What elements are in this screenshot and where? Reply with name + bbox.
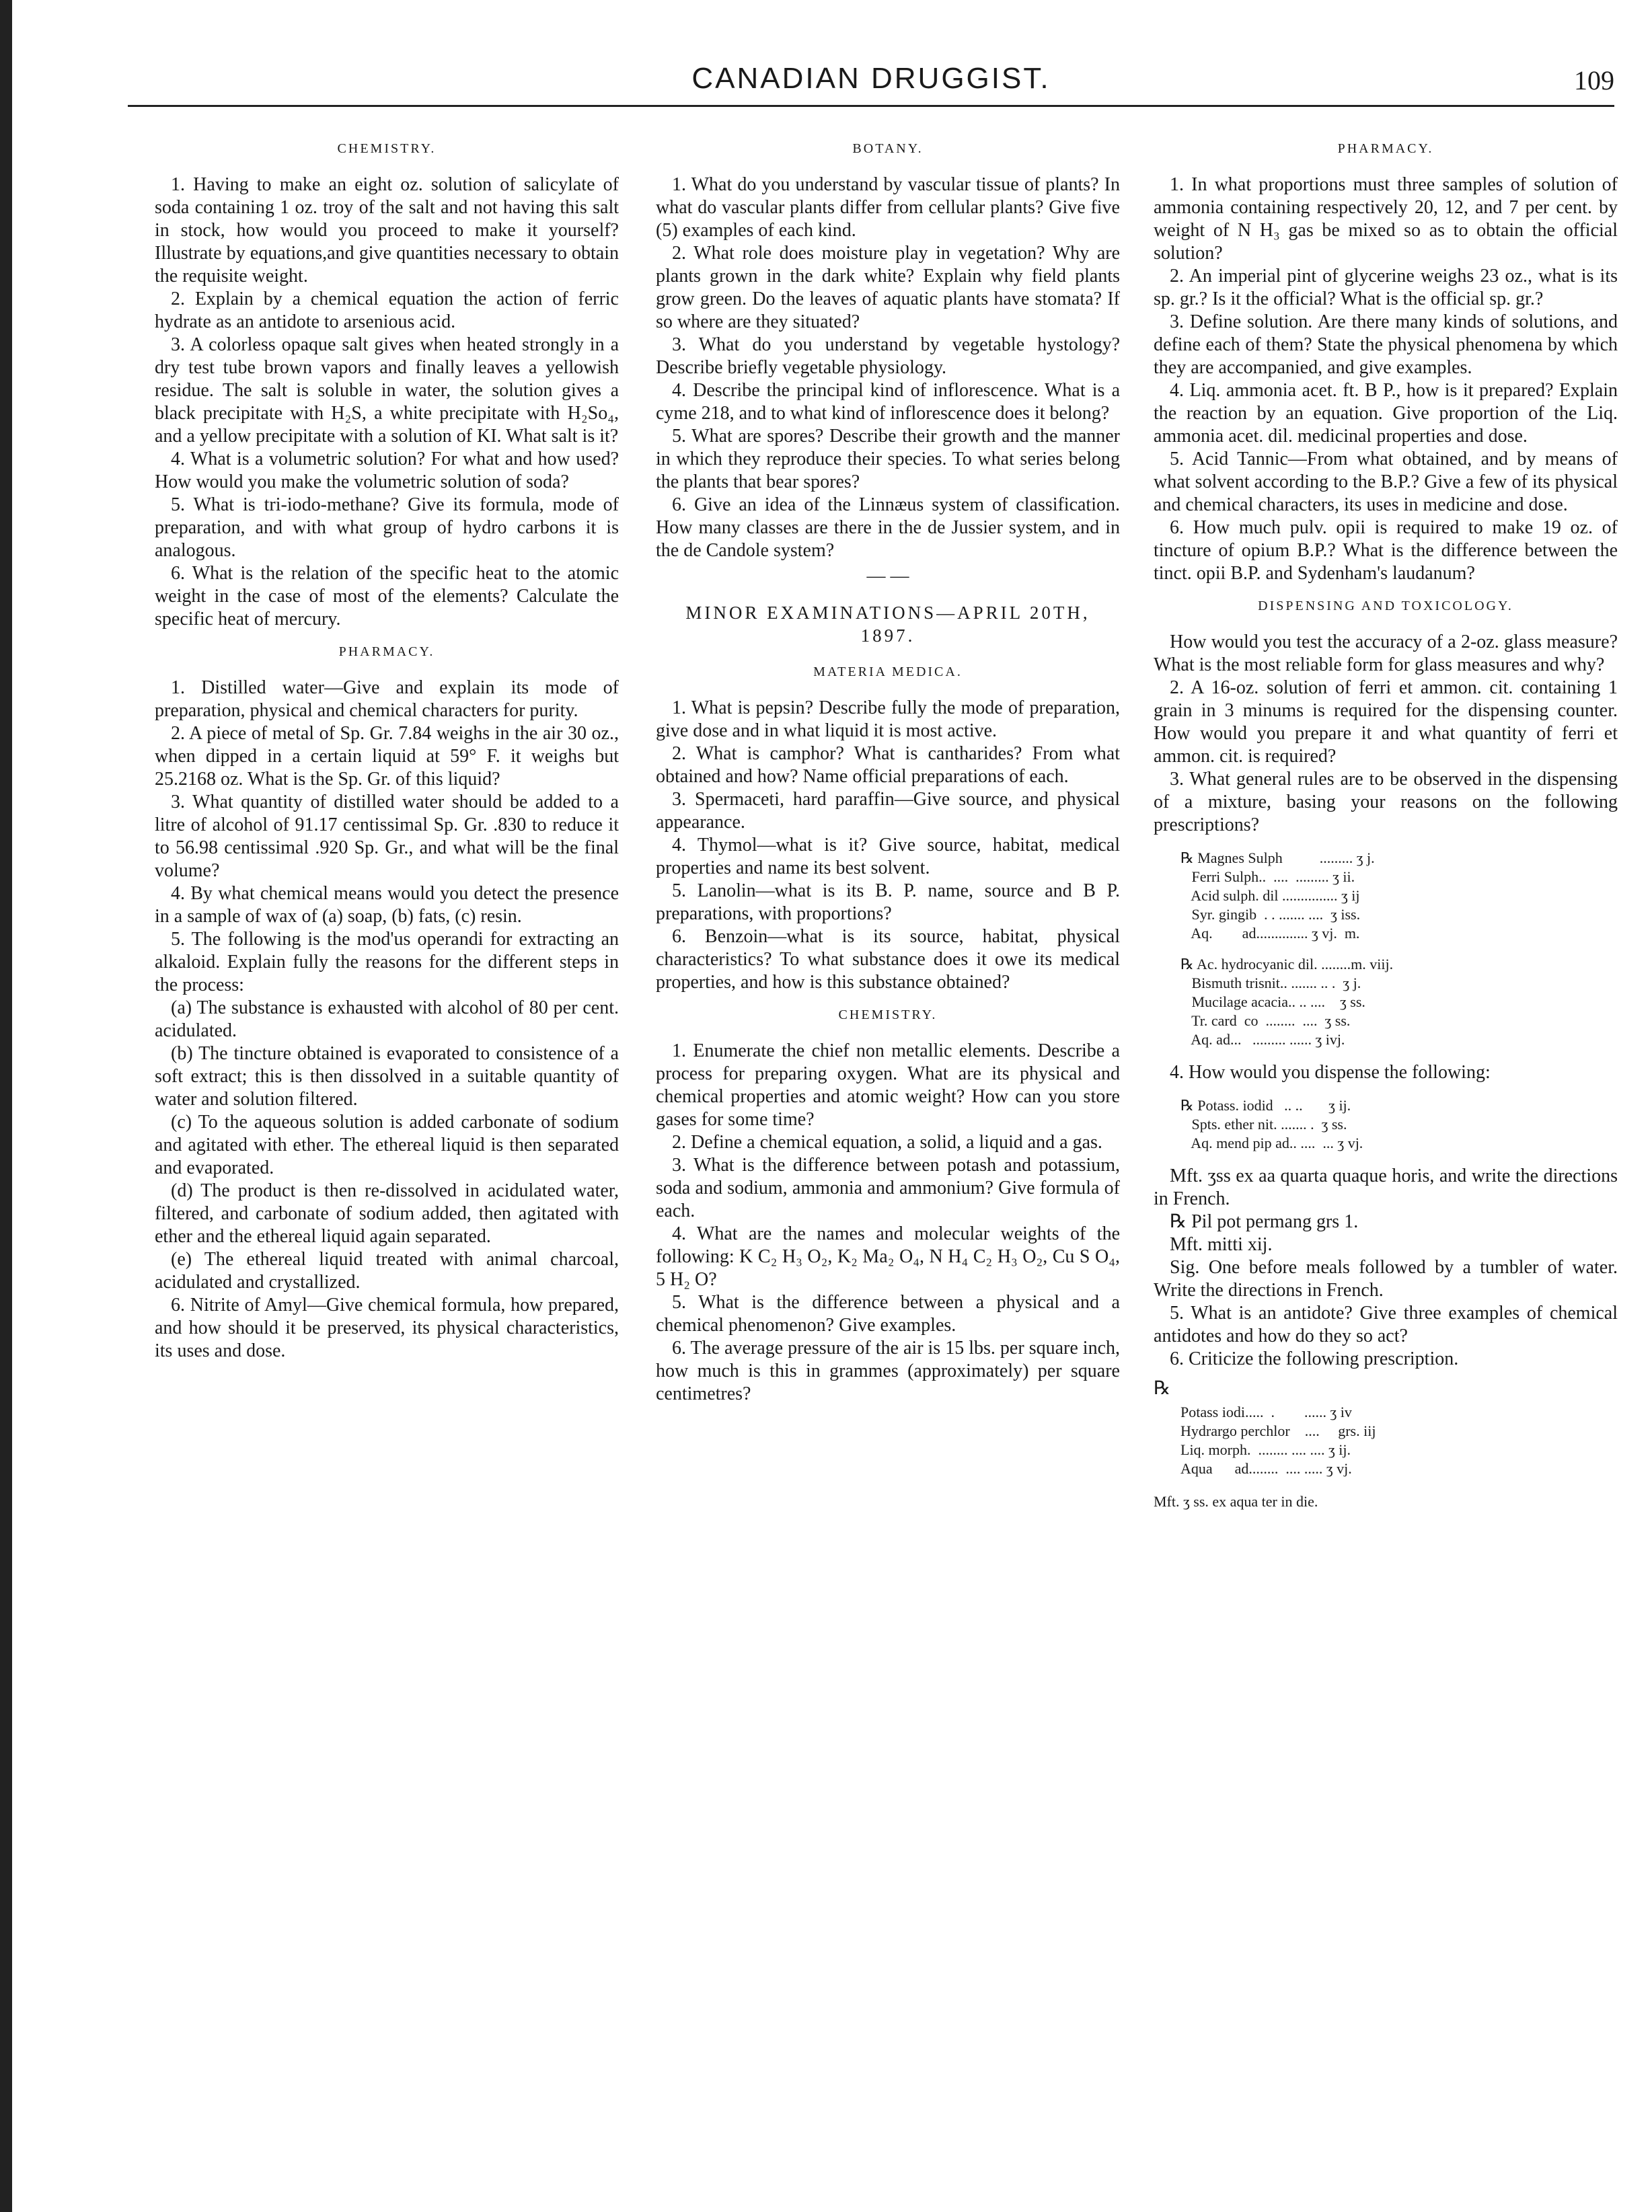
question: 3. What is the difference between potash and potassium, soda and sodium, ammonia and ammonium? Give formula of each. xyxy=(656,1155,1120,1221)
question: How would you test the accuracy of a 2-oz. glass measure? What is the most reliable form for glass measures and why? xyxy=(1154,632,1618,675)
prescription-line: Potass iodi..... . ...... ʒ iv xyxy=(1180,1404,1352,1420)
question-text: Sig. One before meals followed by a tumbler of water. Write the directions in French. xyxy=(1154,1257,1618,1301)
question: 2. A 16-oz. solution of ferri et ammon. cit. containing 1 grain in 3 minums is required for the dispensing counter. How would you prepare it and what quantity of ferri et ammon. cit. is required? xyxy=(1154,677,1618,767)
question: 4. By what chemical means would you detect the presence in a sample of wax of (a) soap, (b) fats, (c) resin. xyxy=(155,883,619,927)
question: 3. Spermaceti, hard paraffin—Give source, and physical appearance. xyxy=(656,789,1120,833)
page-edge-shadow xyxy=(0,0,12,2212)
prescription-line: Hydrargo perchlor .... grs. iij xyxy=(1180,1422,1376,1439)
section-heading-botany: BOTANY. xyxy=(852,141,924,156)
question: 6. The average pressure of the air is 15 lbs. per square inch, how much is this in grammes (approximately) per square centimetres? xyxy=(656,1338,1120,1404)
question: 5. What are spores? Describe their growth and the manner in which they reproduce their species. To what series belong the plants that bear spores? xyxy=(656,426,1120,492)
question: 6. Criticize the following prescription. xyxy=(1170,1348,1459,1369)
question: 2. What role does moisture play in vegetation? Why are plants grown in the dark white? Explain why field plants grow green. Do the leaves of aquatic plants have stomata? If so where are they situated? xyxy=(656,243,1120,332)
question: 3. What general rules are to be observed in the dispensing of a mixture, basing your reasons on the following prescriptions? xyxy=(1154,769,1618,835)
question: 6. What is the relation of the specific heat to the atomic weight in the case of most of the elements? Calculate the specific heat of mercury. xyxy=(155,563,619,630)
question: 4. What are the names and molecular weights of the following: K C₂ H₃ O₂, K₂ Ma₂ O₄, N H₄ C₂ H₃ O₂, Cu S O₄, 5 H₂ O? xyxy=(656,1223,1120,1290)
question: 3. Define solution. Are there many kinds of solutions, and define each of them? State the physical phenomena by which they are accompanied, and give examples. xyxy=(1154,311,1618,378)
page-header xyxy=(128,55,1614,109)
prescription-line: ℞ Ac. hydrocyanic dil. ........m. viij. xyxy=(1180,956,1394,972)
prescription-line: ℞ Magnes Sulph ......... ʒ j. xyxy=(1180,849,1375,866)
question: 4. Describe the principal kind of inflorescence. What is a cyme 218, and to what kind of inflorescence does it belong? xyxy=(656,380,1120,424)
prescription-symbol: ℞ xyxy=(1154,1378,1171,1399)
question: 4. Thymol—what is it? Give source, habitat, medical properties and name its best solvent. xyxy=(656,835,1120,878)
question: 4. What is a volumetric solution? For what and how used? How would you make the volumetric solution of soda? xyxy=(155,449,619,492)
question: 6. Benzoin—what is its source, habitat, physical characteristics? To what substance does it owe its medical properties, and how is this substance obtained? xyxy=(656,926,1120,993)
prescription-line: Aq. ad... ......... ...... ʒ ivj. xyxy=(1180,1031,1345,1048)
question: 2. Explain by a chemical equation the action of ferric hydrate as an antidote to arsenious acid. xyxy=(155,289,619,332)
prescription-line: Bismuth trisnit.. ....... .. . ʒ j. xyxy=(1180,975,1361,991)
question: 5. Acid Tannic—From what obtained, and by means of what solvent according to the B.P.? Give a few of its physical and chemical characters, its uses in medicine and dose. xyxy=(1154,449,1618,515)
question-text: ℞ Pil pot permang grs 1. xyxy=(1170,1211,1359,1232)
question-text: Mft. mitti xij. xyxy=(1170,1234,1273,1255)
question: 5. The following is the mod'us operandi for extracting an alkaloid. Explain fully the reasons for the different steps in the process: xyxy=(155,929,619,995)
question: 1. What do you understand by vascular tissue of plants? In what do vascular plants differ from cellular plants? Give five (5) examples of each kind. xyxy=(656,174,1120,241)
question: 5. What is tri-iodo-methane? Give its formula, mode of preparation, and with what group of hydro carbons it is analogous. xyxy=(155,494,619,561)
section-heading-chemistry: CHEMISTRY. xyxy=(838,1007,938,1022)
prescription-line: Acid sulph. dil ............... ʒ ij xyxy=(1180,887,1360,904)
prescription-2 xyxy=(1180,955,1618,1049)
question: 5. What is the difference between a physical and a chemical phenomenon? Give examples. xyxy=(656,1292,1120,1336)
header-rule xyxy=(128,105,1614,107)
prescription-signature: Mft. ʒ ss. ex aqua ter in die. xyxy=(1154,1493,1318,1510)
section-heading-materia-medica: MATERIA MEDICA. xyxy=(813,664,963,679)
question: 2. What is camphor? What is cantharides? From what obtained and how? Name official preparations of each. xyxy=(656,743,1120,787)
column-middle xyxy=(656,128,1120,1406)
question: 6. Nitrite of Amyl—Give chemical formula, how prepared, and how should it be preserved, its physical characteristics, its uses and dose. xyxy=(155,1295,619,1361)
column-right xyxy=(1154,128,1618,1513)
prescription-line: Syr. gingib . . ....... .... ʒ iss. xyxy=(1180,906,1361,923)
section-heading-pharmacy: PHARMACY. xyxy=(338,644,435,659)
prescription-line: Mucilage acacia.. .. .... ʒ ss. xyxy=(1180,993,1365,1010)
prescription-3 xyxy=(1180,1096,1618,1153)
question: 2. Define a chemical equation, a solid, a liquid and a gas. xyxy=(672,1132,1102,1153)
question: 1. Having to make an eight oz. solution of salicylate of soda containing 1 oz. troy of the salt and not having this salt in stock, how would you proceed to make it yourself? Illustrate by equations,and give quantities necessary to obtain the requisite weight. xyxy=(155,174,619,287)
prescription-line: Aq. ad.............. ʒ vj. m. xyxy=(1180,925,1360,942)
question: 2. A piece of metal of Sp. Gr. 7.84 weighs in the air 30 oz., when dipped in a certain liquid at 59° F. it weighs but 25.2168 oz. What is the Sp. Gr. of this liquid? xyxy=(155,723,619,790)
prescription-line: Aqua ad........ .... ..... ʒ vj. xyxy=(1180,1460,1352,1477)
question: 1. In what proportions must three samples of solution of ammonia containing respectively 20, 12, and 7 per cent. by weight of N H₃ gas be mixed so as to obtain the official solution? xyxy=(1154,174,1618,264)
question-step: (c) To the aqueous solution is added carbonate of sodium and agitated with ether. The ethereal liquid is then separated and evaporated. xyxy=(155,1112,619,1178)
prescription-line: Spts. ether nit. ....... . ʒ ss. xyxy=(1180,1116,1347,1133)
question-step: (d) The product is then re-dissolved in acidulated water, filtered, and carbonate of sodium added, then agitated with ether and the ethereal liquid again separated. xyxy=(155,1180,619,1247)
question: 4. Liq. ammonia acet. ft. B P., how is it prepared? Explain the reaction by an equation. Give proportion of the Liq. ammonia acet. dil. medicinal properties and dose. xyxy=(1154,380,1618,447)
question-step: (b) The tincture obtained is evaporated to consistence of a soft extract; this is then dissolved in a suitable quantity of water and solution filtered. xyxy=(155,1043,619,1110)
prescription-4 xyxy=(1180,1403,1618,1478)
question-step: (a) The substance is exhausted with alcohol of 80 per cent. acidulated. xyxy=(155,997,619,1041)
prescription-line: Tr. card co ........ .... ʒ ss. xyxy=(1180,1012,1351,1029)
question: 1. Distilled water—Give and explain its mode of preparation, physical and chemical characters for purity. xyxy=(155,677,619,721)
question: 3. A colorless opaque salt gives when heated strongly in a dry test tube brown vapors and finally leaves a yellowish residue. The salt is soluble in water, the solution gives a black precipitate with H₂S, a white precipitate with H₂So₄, and a yellow precipitate with a solution of KI. What salt is it? xyxy=(155,334,619,447)
question: 3. What quantity of distilled water should be added to a litre of alcohol of 91.17 centissimal Sp. Gr. .830 to reduce it to 56.98 centissimal .920 Sp. Gr., and what will be the final volume? xyxy=(155,792,619,881)
question: 6. Give an idea of the Linnæus system of classification. How many classes are there in the de Jussier system, and in the de Candole system? xyxy=(656,494,1120,561)
question: 4. How would you dispense the following: xyxy=(1170,1062,1491,1083)
journal-title: CANADIAN DRUGGIST. xyxy=(691,62,1051,95)
question: 5. Lanolin—what is its B. P. name, source and B P. preparations, with proportions? xyxy=(656,880,1120,924)
question: 1. Enumerate the chief non metallic elements. Describe a process for preparing oxygen. What are its physical and chemical properties and atomic weight? How can you store gases for some time? xyxy=(656,1040,1120,1130)
section-heading-dispensing: DISPENSING AND TOXICOLOGY. xyxy=(1258,599,1513,613)
question: 6. How much pulv. opii is required to make 19 oz. of tincture of opium B.P.? What is the difference between the tinct. opii B.P. and Sydenham's laudanum? xyxy=(1154,517,1618,584)
prescription-line: Liq. morph. ........ .... .... ʒ ij. xyxy=(1180,1441,1351,1458)
exam-heading: MINOR EXAMINATIONS—APRIL 20TH, 1897. xyxy=(685,603,1090,646)
question: 1. What is pepsin? Describe fully the mode of preparation, give dose and in what liquid it is most active. xyxy=(656,697,1120,741)
prescription-line: Ferri Sulph.. .... ......... ʒ ii. xyxy=(1180,868,1355,885)
column-left xyxy=(155,128,619,1363)
prescription-line: Aq. mend pip ad.. .... ... ʒ vj. xyxy=(1180,1135,1363,1151)
page-number: 109 xyxy=(1574,65,1614,96)
question: 3. What do you understand by vegetable hystology? Describe briefly vegetable physiology. xyxy=(656,334,1120,378)
prescription-line: ℞ Potass. iodid .. .. ʒ ij. xyxy=(1180,1097,1351,1114)
question-step: (e) The ethereal liquid treated with animal charcoal, acidulated and crystallized. xyxy=(155,1249,619,1293)
section-heading-pharmacy: PHARMACY. xyxy=(1337,141,1434,156)
prescription-1 xyxy=(1180,849,1618,943)
question: 5. What is an antidote? Give three examples of chemical antidotes and how do they so act? xyxy=(1154,1303,1618,1346)
separator-dash: — — xyxy=(866,566,909,586)
question-text: Mft. ʒss ex aa quarta quaque horis, and write the directions in French. xyxy=(1154,1166,1618,1209)
section-heading-chemistry: CHEMISTRY. xyxy=(337,141,437,156)
question: 2. An imperial pint of glycerine weighs 23 oz., what is its sp. gr.? Is it the official? What is the official sp. gr.? xyxy=(1154,266,1618,309)
